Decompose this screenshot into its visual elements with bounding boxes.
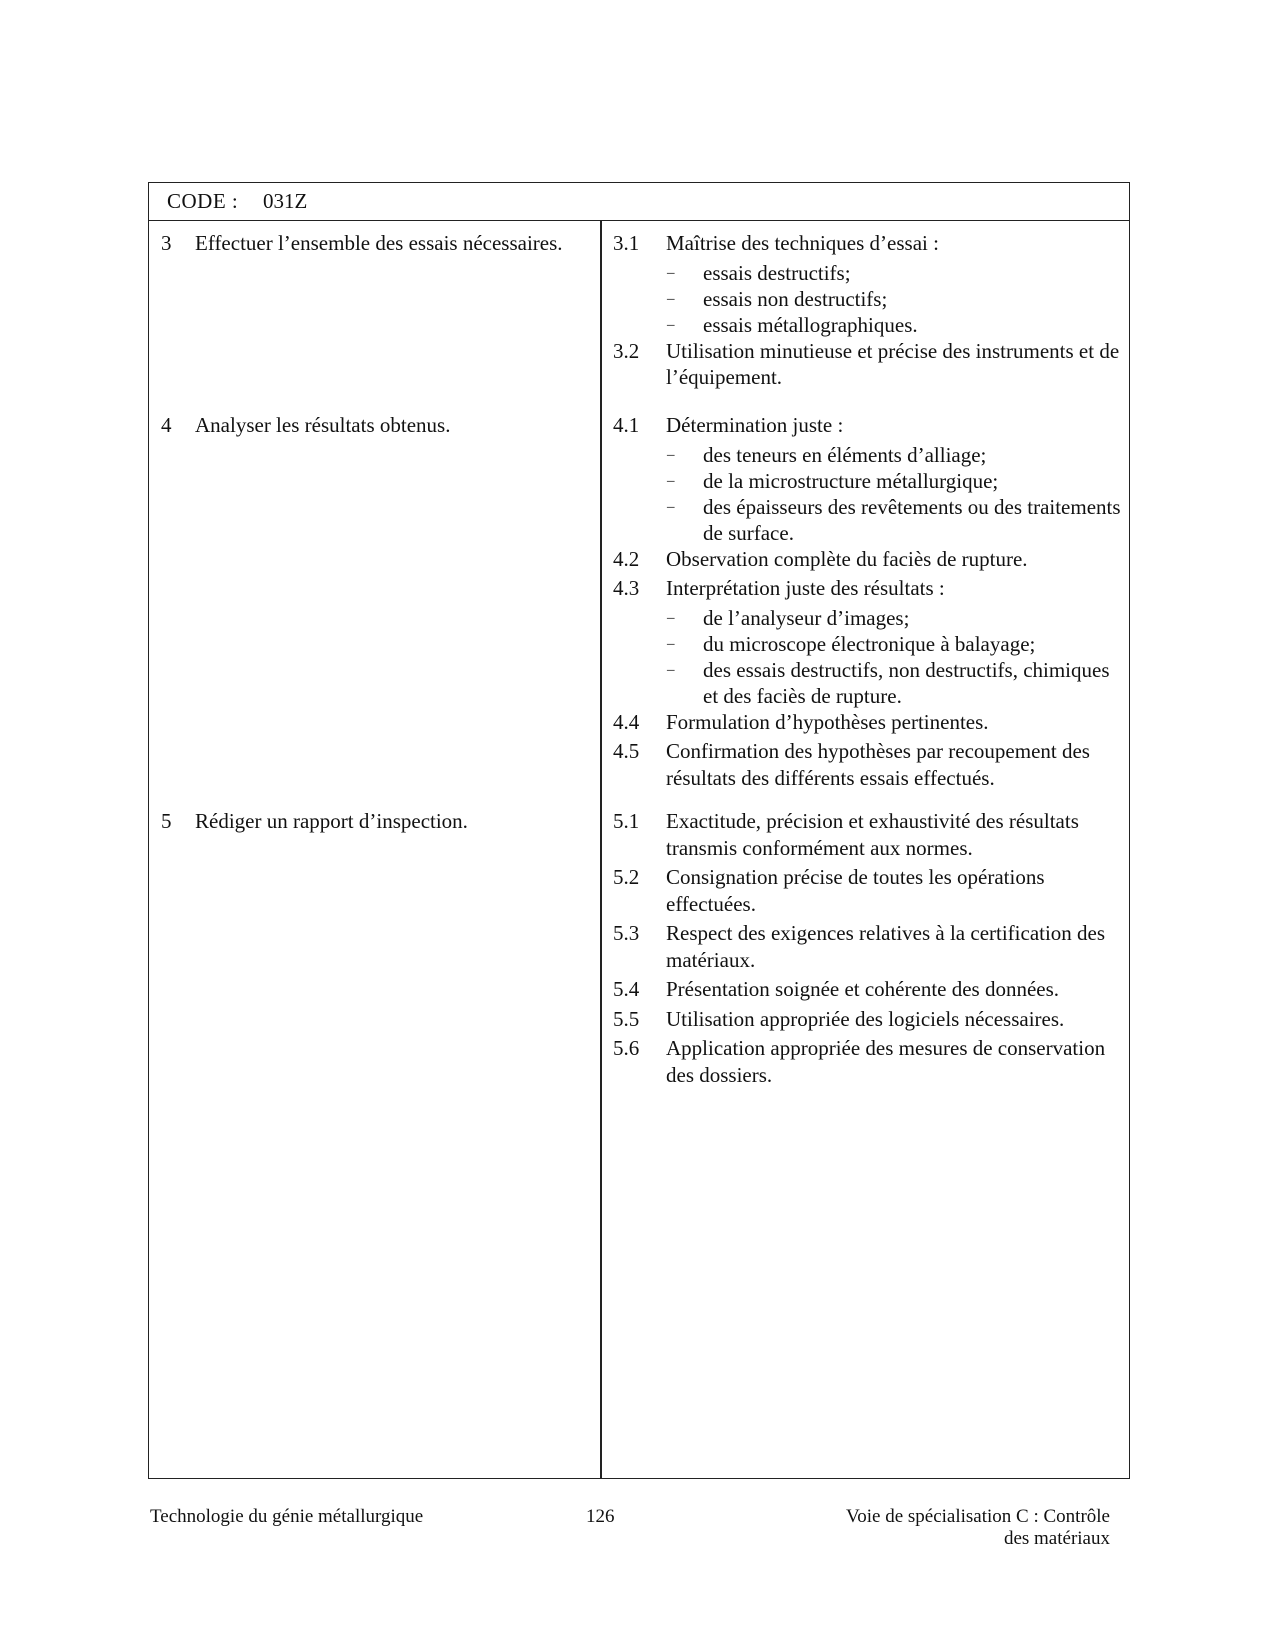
criteria-group-5	[613, 808, 1123, 1091]
criterion-4-4	[613, 709, 1123, 736]
code-label: CODE :	[167, 189, 239, 213]
sub-item-text: des essais destructifs, non destructifs, chimiques et des faciès de rupture.	[703, 657, 1110, 708]
criterion-text: Observation complète du faciès de rupture.	[666, 546, 1028, 571]
criterion-5-4	[613, 976, 1123, 1003]
criterion-5-2	[613, 864, 1123, 917]
criterion-5-1	[613, 808, 1123, 861]
code-header-row	[149, 183, 1129, 221]
criterion-5-6	[613, 1035, 1123, 1088]
competency-table	[148, 182, 1130, 1479]
criterion-number: 5.6	[613, 1036, 640, 1060]
criterion-4-5	[613, 738, 1123, 791]
dash-bullet-icon: –	[667, 472, 675, 489]
sub-item	[613, 494, 1123, 546]
criterion-number: 4.5	[613, 739, 640, 763]
criterion-number: 4.2	[613, 546, 640, 571]
criterion-text: Présentation soignée et cohérente des données.	[666, 977, 1060, 1001]
dash-bullet-icon: –	[667, 498, 675, 515]
task-item-5	[161, 808, 591, 835]
criterion-number: 4.1	[613, 413, 640, 437]
criterion-number: 5.2	[613, 865, 640, 889]
criterion-number: 5.5	[613, 1006, 640, 1031]
criterion-text: Confirmation des hypothèses par recoupement des résultats des différents essais effectués.	[666, 739, 1090, 790]
footer-specialization-line1: Voie de spécialisation C : Contrôle	[845, 1506, 1110, 1527]
task-text: Effectuer l’ensemble des essais nécessaires.	[195, 231, 563, 255]
sub-item	[613, 442, 1123, 468]
code-value: 031Z	[263, 189, 308, 213]
sub-item	[613, 260, 1123, 286]
criterion-number: 4.3	[613, 576, 640, 600]
sub-item	[613, 657, 1123, 709]
task-item-4	[161, 412, 591, 439]
task-number: 4	[161, 413, 172, 437]
footer-page-number: 126	[586, 1506, 615, 1527]
criterion-text: Utilisation minutieuse et précise des instruments et de l’équipement.	[666, 338, 1120, 389]
criterion-number: 5.3	[613, 921, 640, 945]
task-text: Analyser les résultats obtenus.	[195, 413, 451, 437]
sub-item-text: essais non destructifs;	[703, 286, 888, 311]
criterion-number: 3.1	[613, 231, 640, 255]
criteria-group-3	[613, 230, 1123, 394]
dash-bullet-icon: –	[667, 661, 675, 678]
sub-item	[613, 631, 1123, 657]
sub-item-text: essais destructifs;	[703, 260, 851, 285]
dash-bullet-icon: –	[667, 446, 675, 463]
footer-specialization-line2: des matériaux	[1003, 1528, 1110, 1549]
criterion-4-1	[613, 412, 1123, 439]
dash-bullet-icon: –	[667, 264, 675, 281]
criterion-4-3	[613, 575, 1123, 602]
dash-bullet-icon: –	[667, 316, 675, 333]
criterion-text: Maîtrise des techniques d’essai :	[666, 231, 939, 255]
sub-item	[613, 605, 1123, 631]
criterion-text: Utilisation appropriée des logiciels nécessaires.	[666, 1006, 1065, 1031]
criteria-group-4	[613, 412, 1123, 794]
criterion-5-5	[613, 1006, 1123, 1033]
criterion-3-2	[613, 338, 1123, 391]
criterion-text: Exactitude, précision et exhaustivité des résultats transmis conformément aux normes.	[666, 809, 1079, 860]
criterion-text: Consignation précise de toutes les opérations effectuées.	[666, 865, 1045, 916]
sub-item	[613, 468, 1123, 494]
sub-item-text: essais métallographiques.	[703, 312, 918, 337]
criterion-text: Interprétation juste des résultats :	[666, 576, 945, 600]
column-divider	[600, 221, 602, 1478]
sub-item-text: de la microstructure métallurgique;	[703, 468, 999, 493]
sub-item	[613, 286, 1123, 312]
criterion-number: 5.4	[613, 977, 640, 1001]
dash-bullet-icon: –	[667, 290, 675, 307]
sub-item-text: des teneurs en éléments d’alliage;	[703, 442, 987, 467]
criterion-number: 4.4	[613, 709, 640, 734]
sub-item-text: du microscope électronique à balayage;	[703, 631, 1036, 656]
sub-item-text: de l’analyseur d’images;	[703, 605, 910, 630]
criterion-text: Respect des exigences relatives à la certification des matériaux.	[666, 921, 1106, 972]
criterion-text: Détermination juste :	[666, 413, 844, 437]
criterion-3-1	[613, 230, 1123, 257]
criterion-text: Application appropriée des mesures de conservation des dossiers.	[666, 1036, 1106, 1087]
criterion-4-2	[613, 546, 1123, 573]
sub-item	[613, 312, 1123, 338]
criterion-number: 5.1	[613, 809, 640, 833]
task-text: Rédiger un rapport d’inspection.	[195, 809, 468, 833]
dash-bullet-icon: –	[667, 609, 675, 626]
task-number: 5	[161, 809, 172, 833]
criterion-number: 3.2	[613, 338, 640, 363]
criterion-5-3	[613, 920, 1123, 973]
criterion-text: Formulation d’hypothèses pertinentes.	[666, 709, 989, 734]
sub-item-text: des épaisseurs des revêtements ou des traitements de surface.	[703, 494, 1121, 545]
task-item-3	[161, 230, 591, 257]
footer-specialization	[780, 1506, 1110, 1550]
footer-program-title: Technologie du génie métallurgique	[150, 1506, 424, 1527]
task-number: 3	[161, 231, 172, 255]
dash-bullet-icon: –	[667, 635, 675, 652]
